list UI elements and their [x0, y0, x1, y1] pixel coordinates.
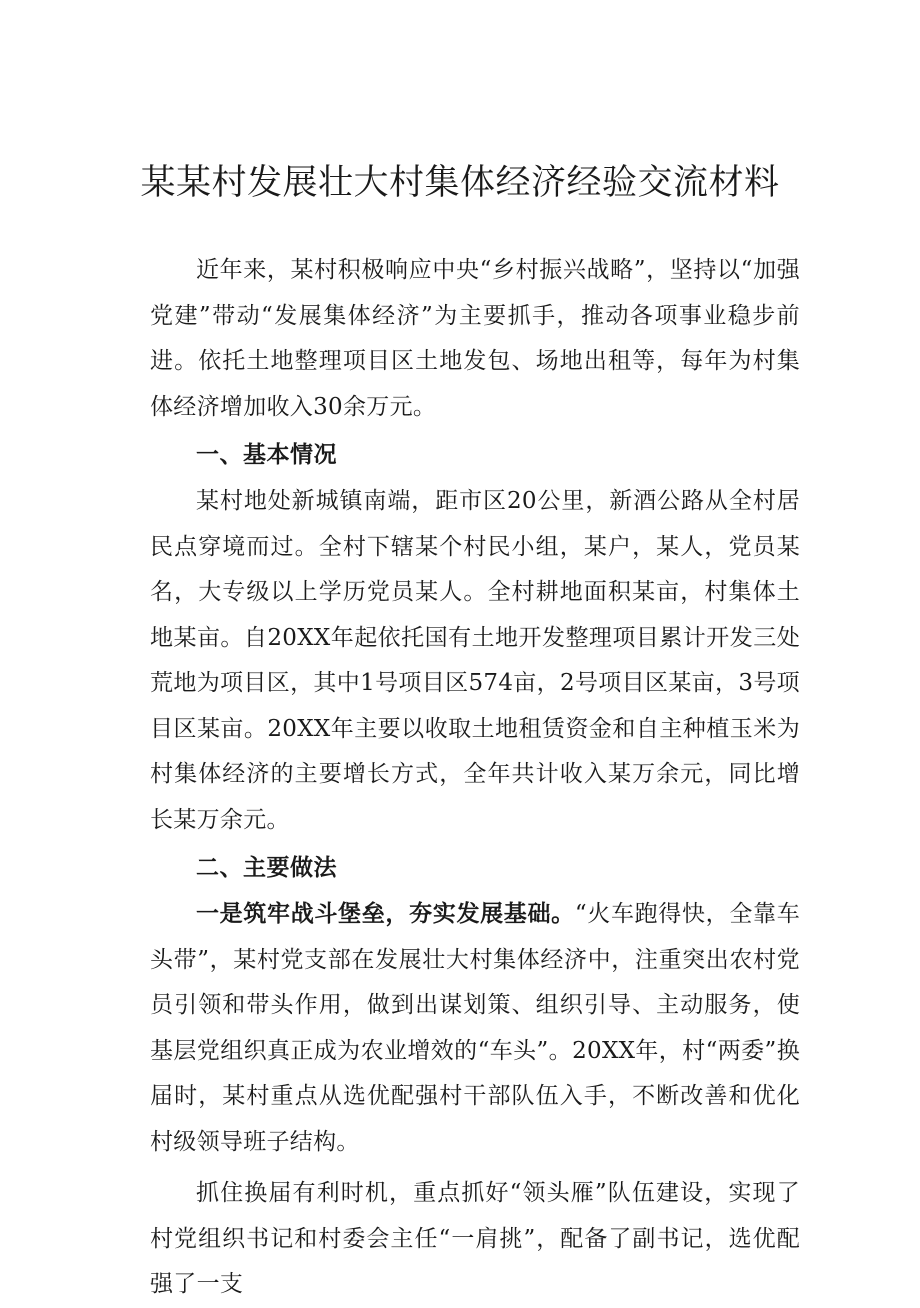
- paragraph-lead-sentence: 一是筑牢战斗堡垒，夯实发展基础。: [196, 901, 575, 927]
- document-title: 某某村发展壮大村集体经济经验交流材料: [140, 163, 780, 203]
- section-heading-basic-situation: 一、基本情况: [196, 442, 337, 468]
- main-practices-paragraph: [150, 892, 800, 1165]
- document-body: [150, 248, 800, 1308]
- section-heading-main-practices: 二、主要做法: [196, 855, 337, 881]
- paragraph-body-text: “火车跑得快，全靠车头带”，某村党支部在发展壮大村集体经济中，注重突出农村党员引领和带头作用，做到出谋划策、组织引导、主动服务，使基层党组织真正成为农业增效的“车头”。20XX年，村“两委”换届时，某村重点从选优配强村干部队伍入手，不断改善和优化村级领导班子结构。: [150, 901, 800, 1155]
- basic-situation-paragraph: 某村地处新城镇南端，距市区20公里，新酒公路从全村居民点穿境而过。全村下辖某个村民小组，某户，某人，党员某名，大专级以上学历党员某人。全村耕地面积某亩，村集体土地某亩。自20XX年起依托国有土地开发整理项目累计开发三处荒地为项目区，其中1号项目区574亩，2号项目区某亩，3号项目区某亩。20XX年主要以收取土地租赁资金和自主种植玉米为村集体经济的主要增长方式，全年共计收入某万余元，同比增长某万余元。: [150, 488, 800, 833]
- intro-paragraph: 近年来，某村积极响应中央“乡村振兴战略”，坚持以“加强党建”带动“发展集体经济”为主要抓手，推动各项事业稳步前进。依托土地整理项目区土地发包、场地出租等，每年为村集体经济增加收入30余万元。: [150, 257, 800, 420]
- main-practices-paragraph-2: 抓住换届有利时机，重点抓好“领头雁”队伍建设，实现了村党组织书记和村委会主任“一肩挑”，配备了副书记，选优配强了一支: [150, 1180, 800, 1297]
